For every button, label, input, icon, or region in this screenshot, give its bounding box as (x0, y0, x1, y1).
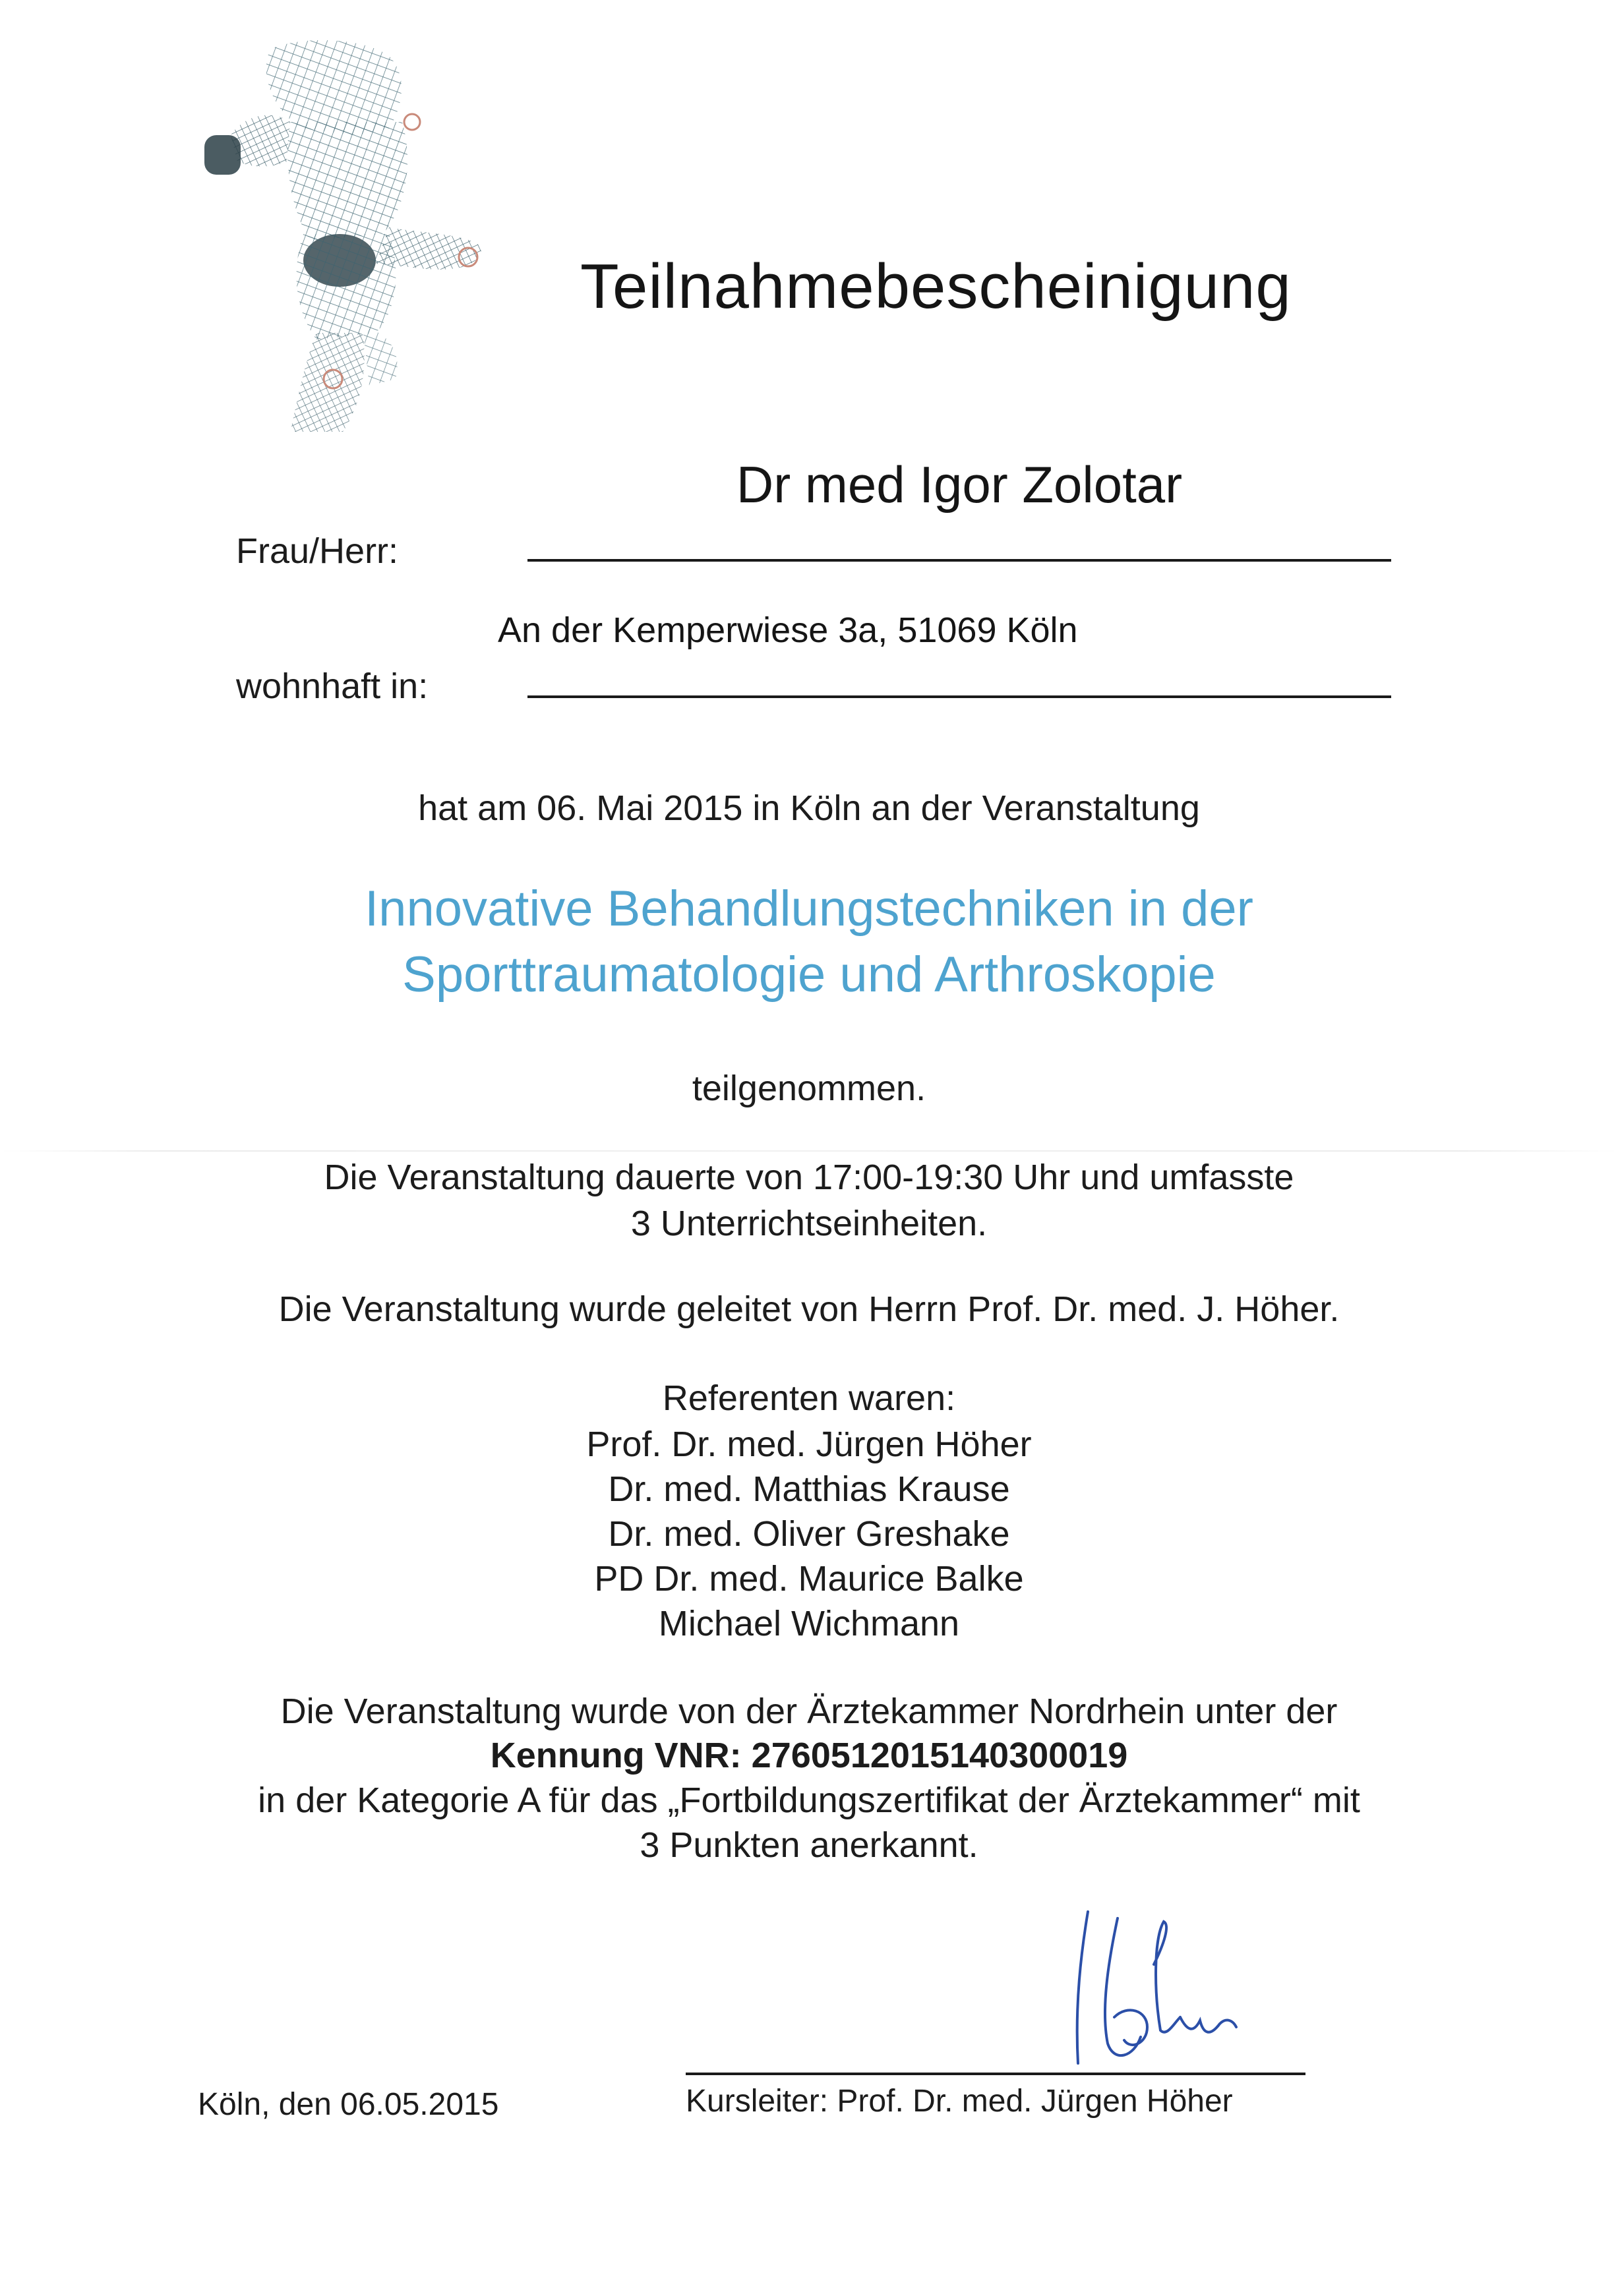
paper-fold-line (0, 1150, 1618, 1152)
participant-address: An der Kemperwiese 3a, 51069 Köln (498, 610, 1078, 650)
signature-caption: Kursleiter: Prof. Dr. med. Jürgen Höher (686, 2084, 1233, 2119)
event-title-line-1: Innovative Behandlungstechniken in der (365, 881, 1253, 937)
participated-text: teilgenommen. (692, 1069, 926, 1108)
speaker-item: PD Dr. med. Maurice Balke (594, 1559, 1024, 1599)
name-underline (527, 559, 1391, 562)
address-underline (527, 695, 1391, 698)
participant-name: Dr med Igor Zolotar (736, 456, 1183, 514)
certificate-title: Teilnahmebescheinigung (580, 251, 1292, 322)
accreditation-line-1: Die Veranstaltung wurde von der Ärztekammer Nordrhein unter der (280, 1692, 1338, 1731)
speakers-heading: Referenten waren: (662, 1378, 956, 1418)
address-label: wohnhaft in: (236, 666, 429, 706)
vnr-code: Kennung VNR: 2760512015140300019 (490, 1736, 1128, 1775)
place-date: Köln, den 06.05.2015 (198, 2087, 499, 2122)
speaker-item: Michael Wichmann (658, 1604, 960, 1643)
led-by-text: Die Veranstaltung wurde geleitet von Herrn Prof. Dr. med. J. Höher. (278, 1289, 1340, 1329)
speaker-item: Dr. med. Matthias Krause (608, 1469, 1010, 1509)
speaker-item: Prof. Dr. med. Jürgen Höher (586, 1425, 1032, 1464)
event-title-line-2: Sporttraumatologie und Arthroskopie (402, 947, 1216, 1003)
speaker-item: Dr. med. Oliver Greshake (608, 1514, 1010, 1554)
name-label: Frau/Herr: (236, 531, 399, 571)
wireframe-athlete-icon (191, 36, 534, 432)
accreditation-line-3: in der Kategorie A für das „Fortbildungszertifikat der Ärztekammer“ mit (258, 1781, 1360, 1820)
duration-line-1: Die Veranstaltung dauerte von 17:00-19:30 Uhr und umfasste (324, 1158, 1294, 1197)
accreditation-line-4: 3 Punkten anerkannt. (640, 1825, 978, 1865)
signature-line (686, 2073, 1305, 2075)
event-intro: hat am 06. Mai 2015 in Köln an der Veranstaltung (418, 788, 1200, 828)
duration-line-2: 3 Unterrichtseinheiten. (630, 1204, 988, 1243)
signature-icon (1055, 1899, 1253, 2076)
